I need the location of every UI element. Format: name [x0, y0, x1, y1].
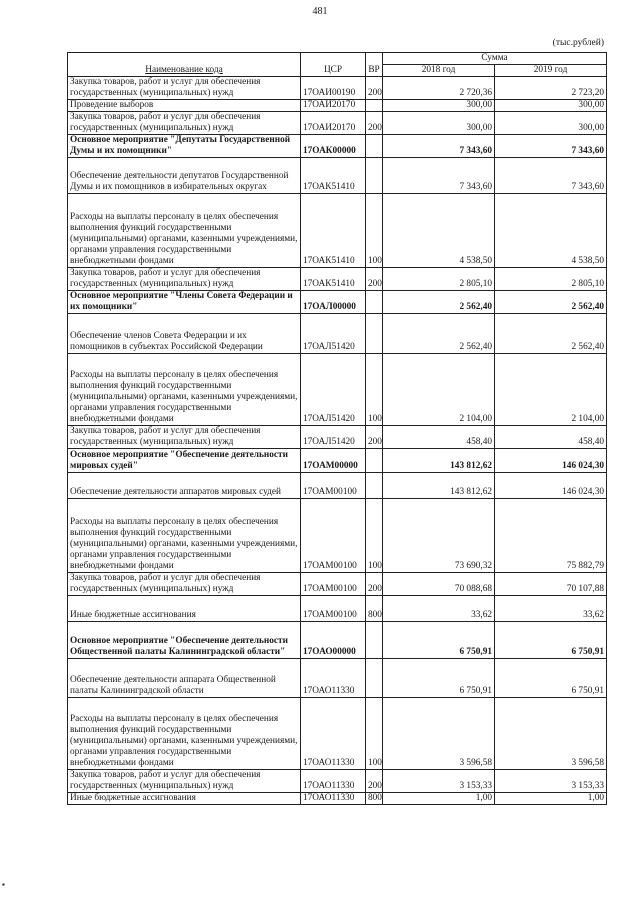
row-csr: 17ОАЛ51420 — [301, 426, 366, 449]
table-row — [68, 268, 607, 291]
row-2019: 146 024,30 — [495, 449, 607, 473]
row-csr: 17ОАЛ00000 — [301, 291, 366, 314]
row-csr: 17ОАК00000 — [301, 135, 366, 158]
row-vr — [366, 291, 383, 314]
table-row — [68, 100, 607, 112]
row-2019: 2 562,40 — [495, 291, 607, 314]
table-body — [68, 77, 607, 805]
row-csr: 17ОАО11330 — [301, 698, 366, 770]
row-csr: 17ОАМ00100 — [301, 573, 366, 596]
row-2019: 70 107,88 — [495, 573, 607, 596]
row-vr — [366, 314, 383, 354]
table-row — [68, 698, 607, 770]
row-2018: 2 562,40 — [383, 314, 495, 354]
row-vr — [366, 622, 383, 659]
row-name: Основное мероприятие "Члены Совета Федерации и их помощники" — [68, 291, 301, 314]
row-2018: 70 088,68 — [383, 573, 495, 596]
row-csr: 17ОАМ00100 — [301, 473, 366, 499]
row-2018: 3 596,58 — [383, 698, 495, 770]
row-csr: 17ОАИ20170 — [301, 100, 366, 112]
table-row — [68, 354, 607, 426]
row-vr — [366, 135, 383, 158]
row-2019: 6 750,91 — [495, 659, 607, 698]
units-label: (тыс.рублей) — [552, 38, 604, 48]
row-vr — [366, 449, 383, 473]
row-2019: 300,00 — [495, 100, 607, 112]
margin-mark: ▪ — [2, 880, 5, 889]
row-2018: 4 538,50 — [383, 194, 495, 268]
table-row — [68, 158, 607, 194]
row-vr: 200 — [366, 426, 383, 449]
row-csr: 17ОАК51410 — [301, 194, 366, 268]
page-number: 481 — [312, 6, 328, 17]
row-name: Закупка товаров, работ и услуг для обеспечения государственных (муниципальных) нужд — [68, 77, 301, 100]
table-row — [68, 770, 607, 793]
row-name: Основное мероприятие "Обеспечение деятельности Общественной палаты Калининградской области" — [68, 622, 301, 659]
row-name: Закупка товаров, работ и услуг для обеспечения государственных (муниципальных) нужд — [68, 573, 301, 596]
row-vr: 100 — [366, 194, 383, 268]
row-2019: 2 562,40 — [495, 314, 607, 354]
table-row — [68, 112, 607, 135]
row-name: Иные бюджетные ассигнования — [68, 596, 301, 622]
row-name: Закупка товаров, работ и услуг для обеспечения государственных (муниципальных) нужд — [68, 770, 301, 793]
row-2018: 7 343,60 — [383, 158, 495, 194]
table-row — [68, 449, 607, 473]
row-2019: 146 024,30 — [495, 473, 607, 499]
table-row — [68, 291, 607, 314]
row-csr: 17ОАЛ51420 — [301, 314, 366, 354]
row-vr: 100 — [366, 499, 383, 573]
row-csr: 17ОАО00000 — [301, 622, 366, 659]
row-vr: 800 — [366, 596, 383, 622]
row-2019: 75 882,79 — [495, 499, 607, 573]
header-sum: Сумма — [383, 53, 607, 65]
table-row — [68, 194, 607, 268]
row-2018: 7 343,60 — [383, 135, 495, 158]
row-name: Обеспечение деятельности аппаратов мировых судей — [68, 473, 301, 499]
row-2018: 300,00 — [383, 100, 495, 112]
row-vr: 200 — [366, 573, 383, 596]
row-name: Основное мероприятие "Обеспечение деятельности мировых судей" — [68, 449, 301, 473]
header-year-2018: 2018 год — [383, 65, 495, 77]
row-2019: 2 805,10 — [495, 268, 607, 291]
row-vr: 200 — [366, 268, 383, 291]
row-2018: 6 750,91 — [383, 622, 495, 659]
row-name: Иные бюджетные ассигнования — [68, 793, 301, 805]
row-2018: 2 104,00 — [383, 354, 495, 426]
row-2019: 3 596,58 — [495, 698, 607, 770]
table-row — [68, 793, 607, 805]
row-name: Обеспечение членов Совета Федерации и их помощников в субъектах Российской Федерации — [68, 314, 301, 354]
header-name: Наименование кода — [68, 53, 301, 77]
row-name: Закупка товаров, работ и услуг для обеспечения государственных (муниципальных) нужд — [68, 112, 301, 135]
row-2018: 3 153,33 — [383, 770, 495, 793]
header-vr: ВР — [366, 53, 383, 77]
row-2018: 6 750,91 — [383, 659, 495, 698]
row-2018: 1,00 — [383, 793, 495, 805]
table-row — [68, 622, 607, 659]
row-csr: 17ОАЛ51420 — [301, 354, 366, 426]
row-2019: 300,00 — [495, 112, 607, 135]
row-2019: 2 104,00 — [495, 354, 607, 426]
row-2018: 33,62 — [383, 596, 495, 622]
row-2018: 458,40 — [383, 426, 495, 449]
row-name: Обеспечение деятельности аппарата Общественной палаты Калининградской области — [68, 659, 301, 698]
table-row — [68, 77, 607, 100]
row-2019: 7 343,60 — [495, 158, 607, 194]
row-2019: 6 750,91 — [495, 622, 607, 659]
row-2019: 3 153,33 — [495, 770, 607, 793]
row-csr: 17ОАИ00190 — [301, 77, 366, 100]
row-2019: 2 723,20 — [495, 77, 607, 100]
row-vr — [366, 100, 383, 112]
row-2018: 143 812,62 — [383, 449, 495, 473]
row-name: Расходы на выплаты персоналу в целях обеспечения выполнения функций государственными (муниципальными) органами, казенными учреждениями, органами управления государственными внебюджетными фондами — [68, 698, 301, 770]
row-vr: 100 — [366, 354, 383, 426]
row-csr: 17ОАК51410 — [301, 158, 366, 194]
row-2018: 300,00 — [383, 112, 495, 135]
table-row — [68, 573, 607, 596]
row-vr: 800 — [366, 793, 383, 805]
row-2019: 458,40 — [495, 426, 607, 449]
row-2019: 4 538,50 — [495, 194, 607, 268]
row-csr: 17ОАМ00100 — [301, 499, 366, 573]
budget-table — [67, 52, 607, 805]
row-csr: 17ОАИ20170 — [301, 112, 366, 135]
table-row — [68, 314, 607, 354]
table-row — [68, 499, 607, 573]
row-name: Расходы на выплаты персоналу в целях обеспечения выполнения функций государственными (муниципальными) органами, казенными учреждениями, органами управления государственными внебюджетными фондами — [68, 194, 301, 268]
row-vr: 200 — [366, 77, 383, 100]
row-name: Закупка товаров, работ и услуг для обеспечения государственных (муниципальных) нужд — [68, 426, 301, 449]
row-name: Проведение выборов — [68, 100, 301, 112]
row-2018: 2 562,40 — [383, 291, 495, 314]
header-year-2019: 2019 год — [495, 65, 607, 77]
row-vr — [366, 158, 383, 194]
row-vr — [366, 473, 383, 499]
row-2019: 1,00 — [495, 793, 607, 805]
table-row — [68, 135, 607, 158]
row-2018: 2 805,10 — [383, 268, 495, 291]
row-vr: 100 — [366, 698, 383, 770]
row-csr: 17ОАК51410 — [301, 268, 366, 291]
row-vr: 200 — [366, 770, 383, 793]
row-csr: 17ОАО11330 — [301, 659, 366, 698]
row-2018: 143 812,62 — [383, 473, 495, 499]
row-name: Обеспечение деятельности депутатов Государственной Думы и их помощников в избирательных округах — [68, 158, 301, 194]
header-csr: ЦСР — [301, 53, 366, 77]
row-vr — [366, 659, 383, 698]
row-2018: 2 720,36 — [383, 77, 495, 100]
row-2019: 7 343,60 — [495, 135, 607, 158]
row-csr: 17ОАМ00100 — [301, 596, 366, 622]
row-2018: 73 690,32 — [383, 499, 495, 573]
row-csr: 17ОАМ00000 — [301, 449, 366, 473]
row-name: Расходы на выплаты персоналу в целях обеспечения выполнения функций государственными (муниципальными) органами, казенными учреждениями, органами управления государственными внебюджетными фондами — [68, 354, 301, 426]
table-row — [68, 596, 607, 622]
row-vr: 200 — [366, 112, 383, 135]
table-row — [68, 426, 607, 449]
row-name: Основное мероприятие "Депутаты Государственной Думы и их помощники" — [68, 135, 301, 158]
table-row — [68, 659, 607, 698]
table-row — [68, 473, 607, 499]
row-csr: 17ОАО11330 — [301, 770, 366, 793]
row-csr: 17ОАО11330 — [301, 793, 366, 805]
row-2019: 33,62 — [495, 596, 607, 622]
row-name: Закупка товаров, работ и услуг для обеспечения государственных (муниципальных) нужд — [68, 268, 301, 291]
row-name: Расходы на выплаты персоналу в целях обеспечения выполнения функций государственными (муниципальными) органами, казенными учреждениями, органами управления государственными внебюджетными фондами — [68, 499, 301, 573]
